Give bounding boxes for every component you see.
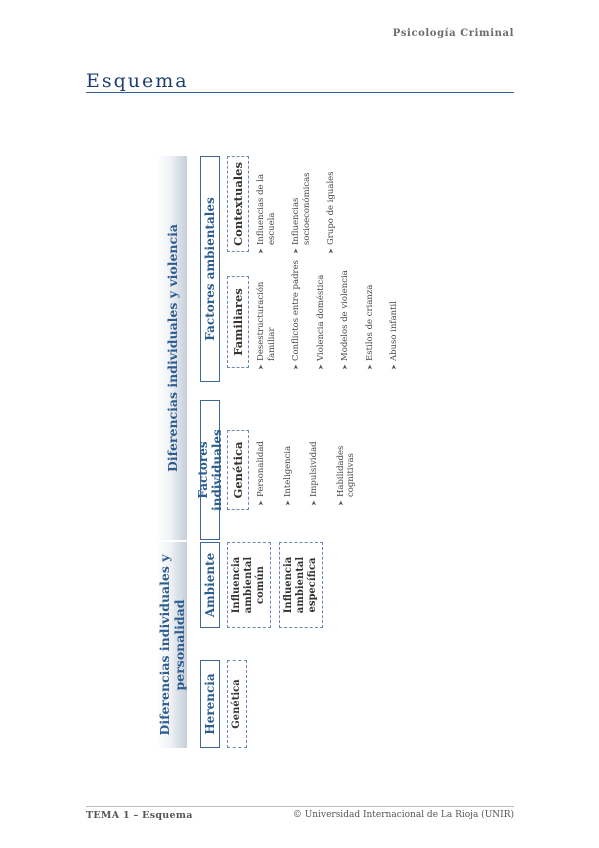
list-item: ➤ Impulsividad <box>309 406 320 506</box>
list-item: ➤ Conflictos entre padres <box>291 260 302 370</box>
list-item: ➤ Influencias socioeconómicas <box>291 156 312 254</box>
title-divider <box>86 92 514 93</box>
box-individuales-genetica: Genética <box>227 430 249 510</box>
box-influencia-especifica: Influencia ambiental específica <box>279 542 323 628</box>
group-violence-title: Diferencias individuales y violencia <box>157 156 187 540</box>
list-item: ➤ Influencias de la escuela <box>256 156 277 254</box>
footer-copyright: © Universidad Internacional de La Rioja (UNIR) <box>292 810 514 820</box>
box-factores-individuales: Factores individuales <box>200 400 220 540</box>
group-personality-title: Diferencias individuales y personalidad <box>157 542 187 748</box>
box-ambiente: Ambiente <box>200 542 220 628</box>
list-item: ➤ Modelos de violencia <box>340 260 351 370</box>
list-item: ➤ Personalidad <box>256 406 267 506</box>
page-title: Esquema <box>86 70 189 92</box>
footer-topic: TEMA 1 – Esquema <box>86 810 193 821</box>
box-factores-ambientales: Factores ambientales <box>200 156 220 382</box>
list-familiar-factors <box>256 260 400 370</box>
list-item: ➤ Inteligencia <box>283 406 294 506</box>
box-herencia: Herencia <box>200 660 220 748</box>
list-item: ➤ Abuso infantil <box>389 260 400 370</box>
running-header: Psicología Criminal <box>392 28 514 39</box>
list-item: ➤ Desestructuración familiar <box>256 260 277 370</box>
list-individual-factors <box>256 406 357 506</box>
list-item: ➤ Habilidades cognitivas <box>336 406 357 506</box>
footer-divider <box>86 806 514 807</box>
box-herencia-genetica: Genética <box>227 660 247 748</box>
list-contextual-factors <box>256 156 337 254</box>
concept-diagram <box>153 156 513 748</box>
list-item: ➤ Violencia doméstica <box>316 260 327 370</box>
box-familiares: Familiares <box>227 276 249 368</box>
box-influencia-comun: Influencia ambiental común <box>227 542 271 628</box>
box-contextuales: Contextuales <box>227 156 249 252</box>
list-item: ➤ Estilos de crianza <box>365 260 376 370</box>
list-item: ➤ Grupo de iguales <box>326 156 337 254</box>
